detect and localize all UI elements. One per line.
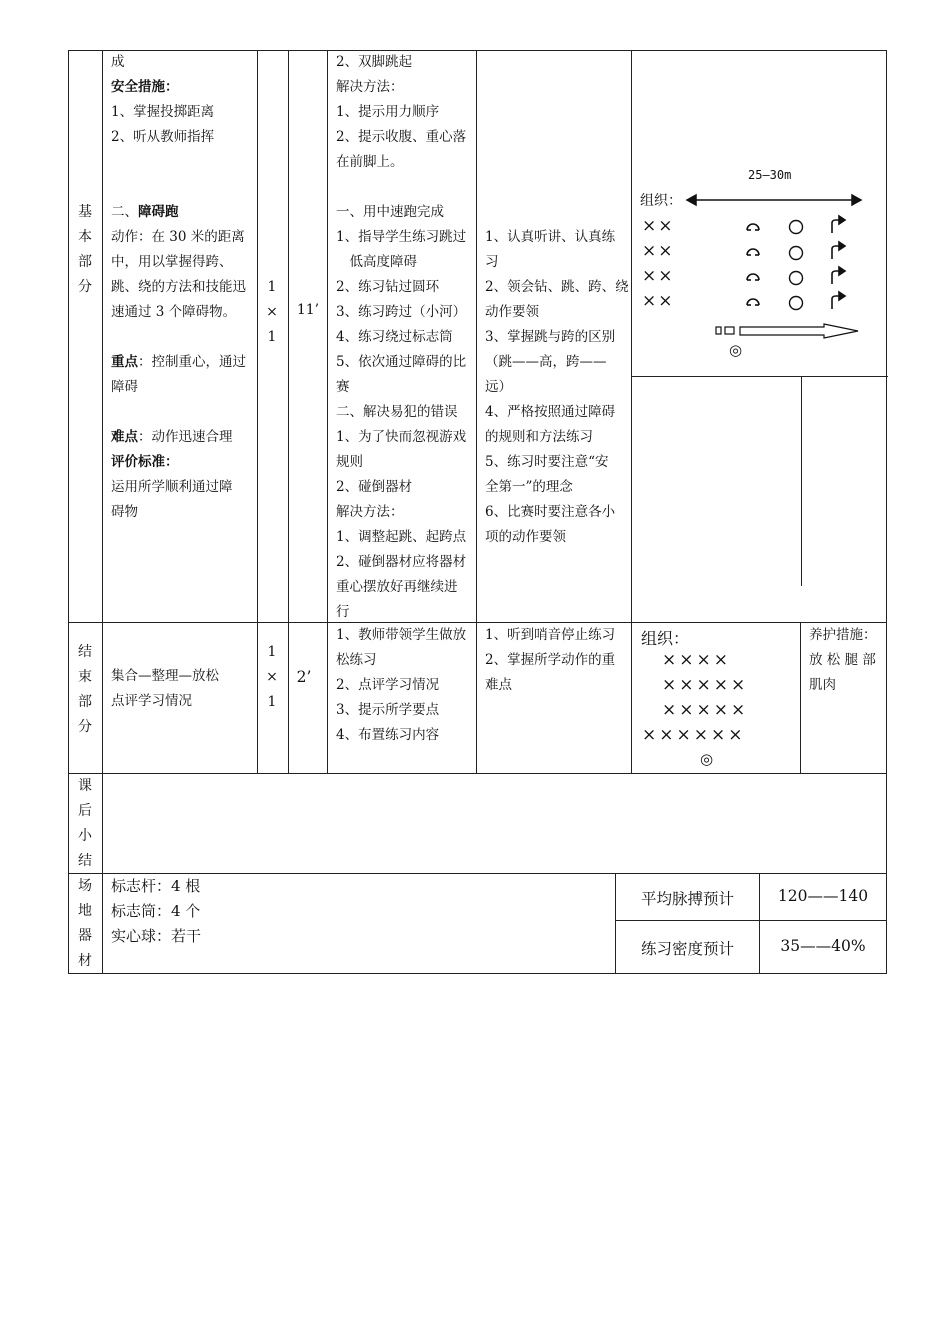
- student-formation-basic: ×× ×× ×× ××: [642, 216, 675, 311]
- end-duration: 2’: [296, 668, 312, 686]
- obstacle-run-heading: 二、障碍跑: [111, 204, 179, 220]
- hurdle-icons: [747, 224, 759, 305]
- basic-student-activities: 1、认真听讲、认真练 习 2、领会钻、跳、跨、绕 动作要领 3、掌握跳与跨的区别 （跳——高，跨—— 远） 4、严格按照通过障碍 的规则和方法练习 5、练习时要注意“安 全第一”的理念 6、比赛时要注意各小 项的动作要领: [485, 229, 629, 545]
- basic-org-label: 组织：: [640, 193, 682, 209]
- end-section-label: 结 束 部 分: [78, 644, 92, 735]
- difficulty-point: 难点：动作迅速合理: [111, 429, 233, 445]
- basic-duration: 11’: [296, 302, 320, 318]
- equipment-section-label: 场 地 器 材: [78, 878, 92, 969]
- care-measures: 养护措施： 放 松 腿 部 肌肉: [809, 627, 877, 693]
- teacher-position-end: ◎: [700, 750, 714, 768]
- teacher-position-basic: ◎: [729, 341, 743, 359]
- pulse-value: 120——140: [777, 887, 869, 905]
- basic-teacher-activities: 2、双脚跳起 解决方法： 1、提示用力顺序 2、提示收腹、重心落 在前脚上。 一、用中速跑完成 1、指导学生练习跳过 低高度障碍 2、练习钻过圆环 3、练习跨过（小河） 4、练习绕过标志筒 5、依次通过障碍的比 赛 二、解决易犯的错误 1、为了快而忽视游戏 规则 2、碰倒器材 解决方法： 1、调整起跳、起跨点 2、碰倒器材应将器材 重心摆放好再继续进 行: [336, 54, 467, 620]
- end-content: 集合—整理—放松 点评学习情况: [111, 668, 219, 709]
- basic-times: 1 × 1: [266, 279, 278, 345]
- equipment-list: 标志杆：4 根 标志筒：4 个 实心球：若干: [111, 877, 202, 945]
- summary-section-label: 课 后 小 结: [78, 778, 92, 869]
- end-student-activities: 1、听到哨音停止练习 2、掌握所学动作的重 难点: [485, 627, 616, 693]
- run-direction-arrow: [716, 324, 858, 338]
- density-value: 35——40%: [780, 937, 866, 955]
- turn-marker-icons: [832, 216, 845, 309]
- ring-icons: [790, 221, 803, 310]
- key-point: 重点：控制重心，通过: [111, 354, 246, 370]
- distance-label: 25—30m: [748, 168, 792, 182]
- distance-arrow: [687, 195, 861, 205]
- end-teacher-activities: 1、教师带领学生做放 松练习 2、点评学习情况 3、提示所学要点 4、布置练习内容: [336, 627, 467, 743]
- end-times: 1 × 1: [266, 644, 278, 710]
- basic-section-label: 基 本 部 分: [78, 204, 92, 295]
- basic-content: 成 安全措施： 1、掌握投掷距离 2、听从教师指挥 二、障碍跑 动作：在 30 米的距离 中，用以掌握得跨、 跳、绕的方法和技能迅 速通过 3 个障碍物。 重点：控制重心，通过 障碍 难点：动作迅速合理 评价标准： 运用所学顺利通过障 碍物: [111, 54, 246, 520]
- density-label: 练习密度预计: [640, 940, 734, 958]
- end-org-label: 组织：: [641, 629, 690, 648]
- pulse-label: 平均脉搏预计: [640, 890, 734, 908]
